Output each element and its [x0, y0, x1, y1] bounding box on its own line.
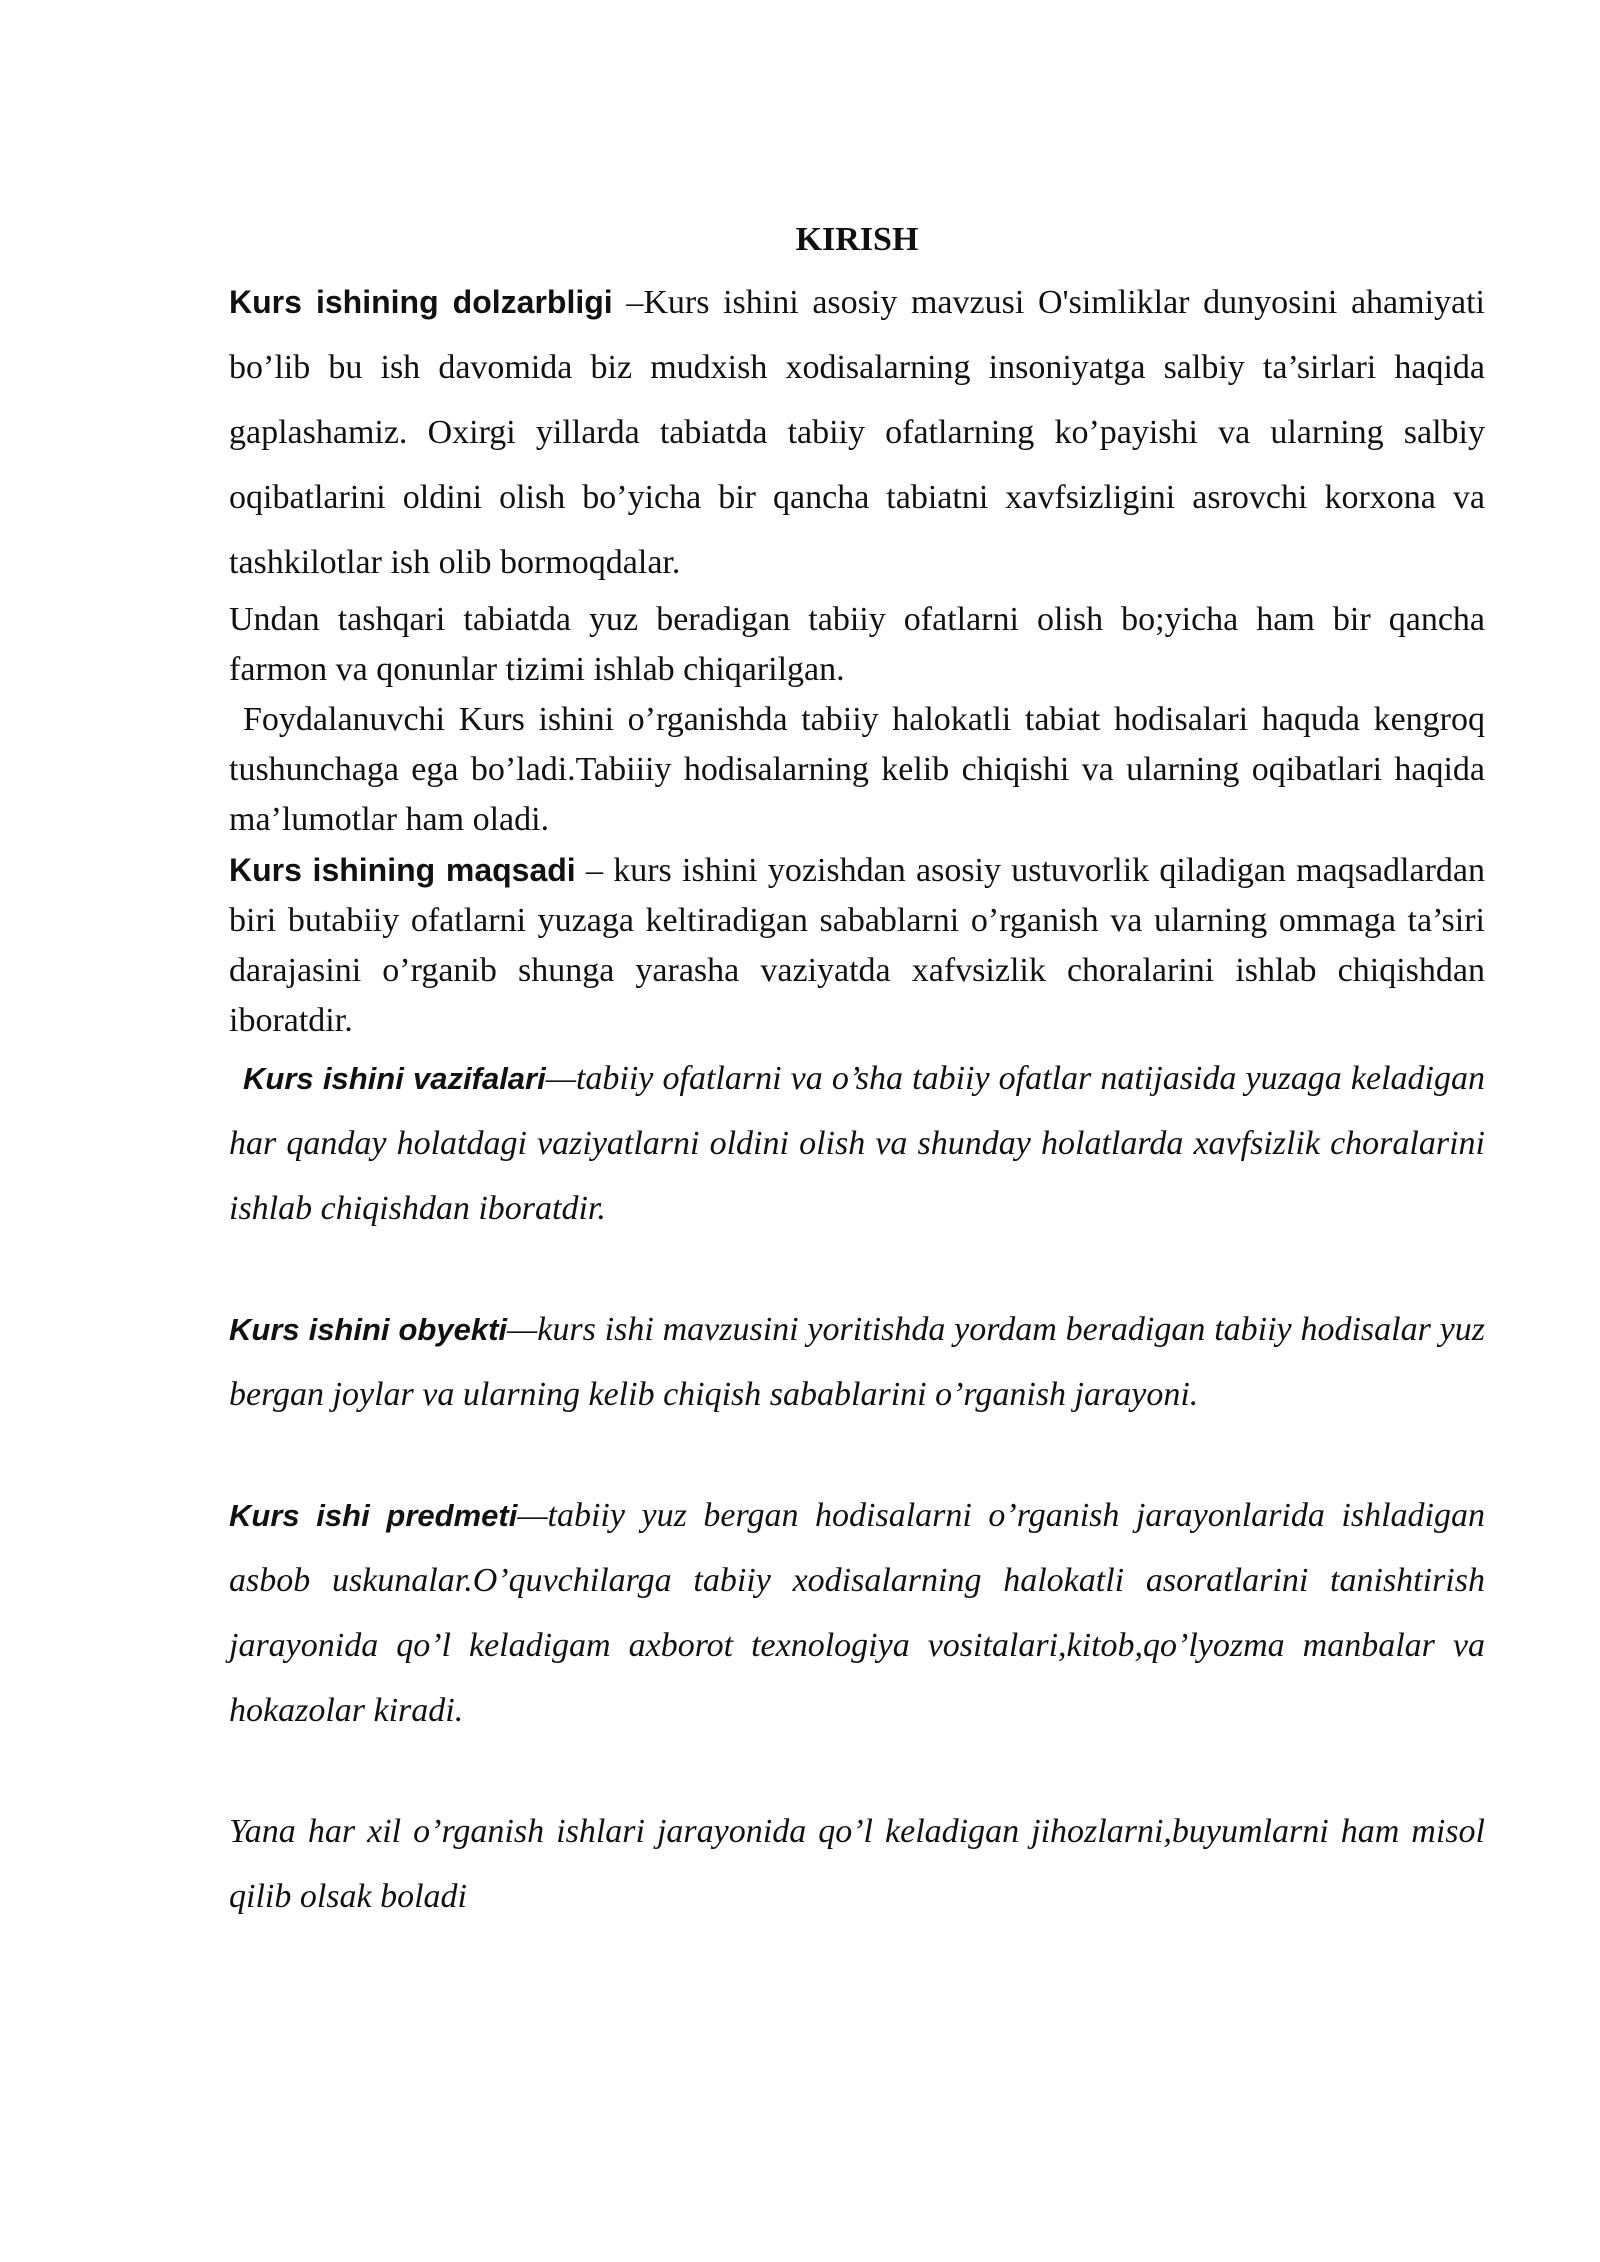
paragraph-undan-tashqari: Undan tashqari tabiatda yuz beradigan tabiiy ofatlarni olish bo;yicha ham bir qancha farmon va qonunlar tizimi ishlab chiqarilgan.: [229, 601, 1485, 688]
label-vazifalari: Kurs ishini vazifalari: [243, 1061, 546, 1096]
paragraph-dolzarbligi: [229, 270, 1485, 595]
paragraph-obyekti: [229, 1297, 1485, 1427]
spacer: [229, 1241, 1485, 1297]
label-maqsadi: Kurs ishining maqsadi: [229, 852, 576, 888]
page-title: KIRISH: [795, 221, 919, 258]
label-obyekti: Kurs ishini obyekti: [229, 1312, 508, 1347]
spacer: [229, 1743, 1485, 1799]
paragraph-foydalanuvchi: Foydalanuvchi Kurs ishini o’rganishda tabiiy halokatli tabiat hodisalari haquda kengroq tushunchaga ega bo’ladi.Tabiiiy hodisalarning kelib chiqishi va ularning oqibatlari haqida ma’lumotlar ham oladi.: [229, 701, 1485, 838]
label-dolzarbligi: Kurs ishining dolzarbligi: [229, 284, 613, 320]
text-dolzarbligi: –Kurs ishini asosiy mavzusi O'simliklar dunyosini ahamiyati bo’lib bu ish davomida biz mudxish xodisalarning insoniyatga salbiy ta’sirlari haqida gaplashamiz. Oxirgi yillarda tabiatda tabiiy ofatlarning ko’payishi va ularning salbiy oqibatlarini oldini olish bo’yicha bir qancha tabiatni xavfsizligini asrovchi korxona va tashkilotlar ish olib bormoqdalar.: [229, 284, 1485, 581]
text-vazifalari: —tabiiy ofatlarni va o’sha tabiiy ofatlar natijasida yuzaga keladigan har qanday holatdagi vaziyatlarni oldini olish va shunday holatlarda xavfsizlik choralarini ishlab chiqishdan iboratdir.: [229, 1060, 1485, 1227]
text-predmeti: —tabiiy yuz bergan hodisalarni o’rganish jarayonlarida ishladigan asbob uskunalar.O’quvchilarga tabiiy xodisalarning halokatli asoratlarini tanishtirish jarayonida qo’l keladigam axborot texnologiya vositalari,kitob,qo’lyozma manbalar va hokazolar kiradi.: [229, 1497, 1485, 1729]
label-predmeti: Kurs ishi predmeti: [229, 1498, 518, 1533]
text-maqsadi: – kurs ishini yozishdan asosiy ustuvorlik qiladigan maqsadlardan biri butabiiy ofatlarni yuzaga keltiradigan sabablarni o’rganish va ularning ommaga ta’siri darajasini o’rganib shunga yarasha vaziyatda xafvsizlik choralarini ishlab chiqishdan iboratdir.: [229, 852, 1485, 1039]
paragraph-yana: Yana har xil o’rganish ishlari jarayonida qo’l keladigan jihozlarni,buyumlarni ham misol qilib olsak boladi: [229, 1813, 1485, 1915]
paragraph-maqsadi: [229, 845, 1485, 1046]
paragraph-predmeti: [229, 1483, 1485, 1743]
document-body: [229, 212, 1485, 1929]
spacer: [229, 1427, 1485, 1483]
text-obyekti: —kurs ishi mavzusini yoritishda yordam beradigan tabiiy hodisalar yuz bergan joylar va ularning kelib chiqish sabablarini o’rganish jarayoni.: [229, 1311, 1485, 1413]
paragraph-vazifalari: [229, 1046, 1485, 1241]
